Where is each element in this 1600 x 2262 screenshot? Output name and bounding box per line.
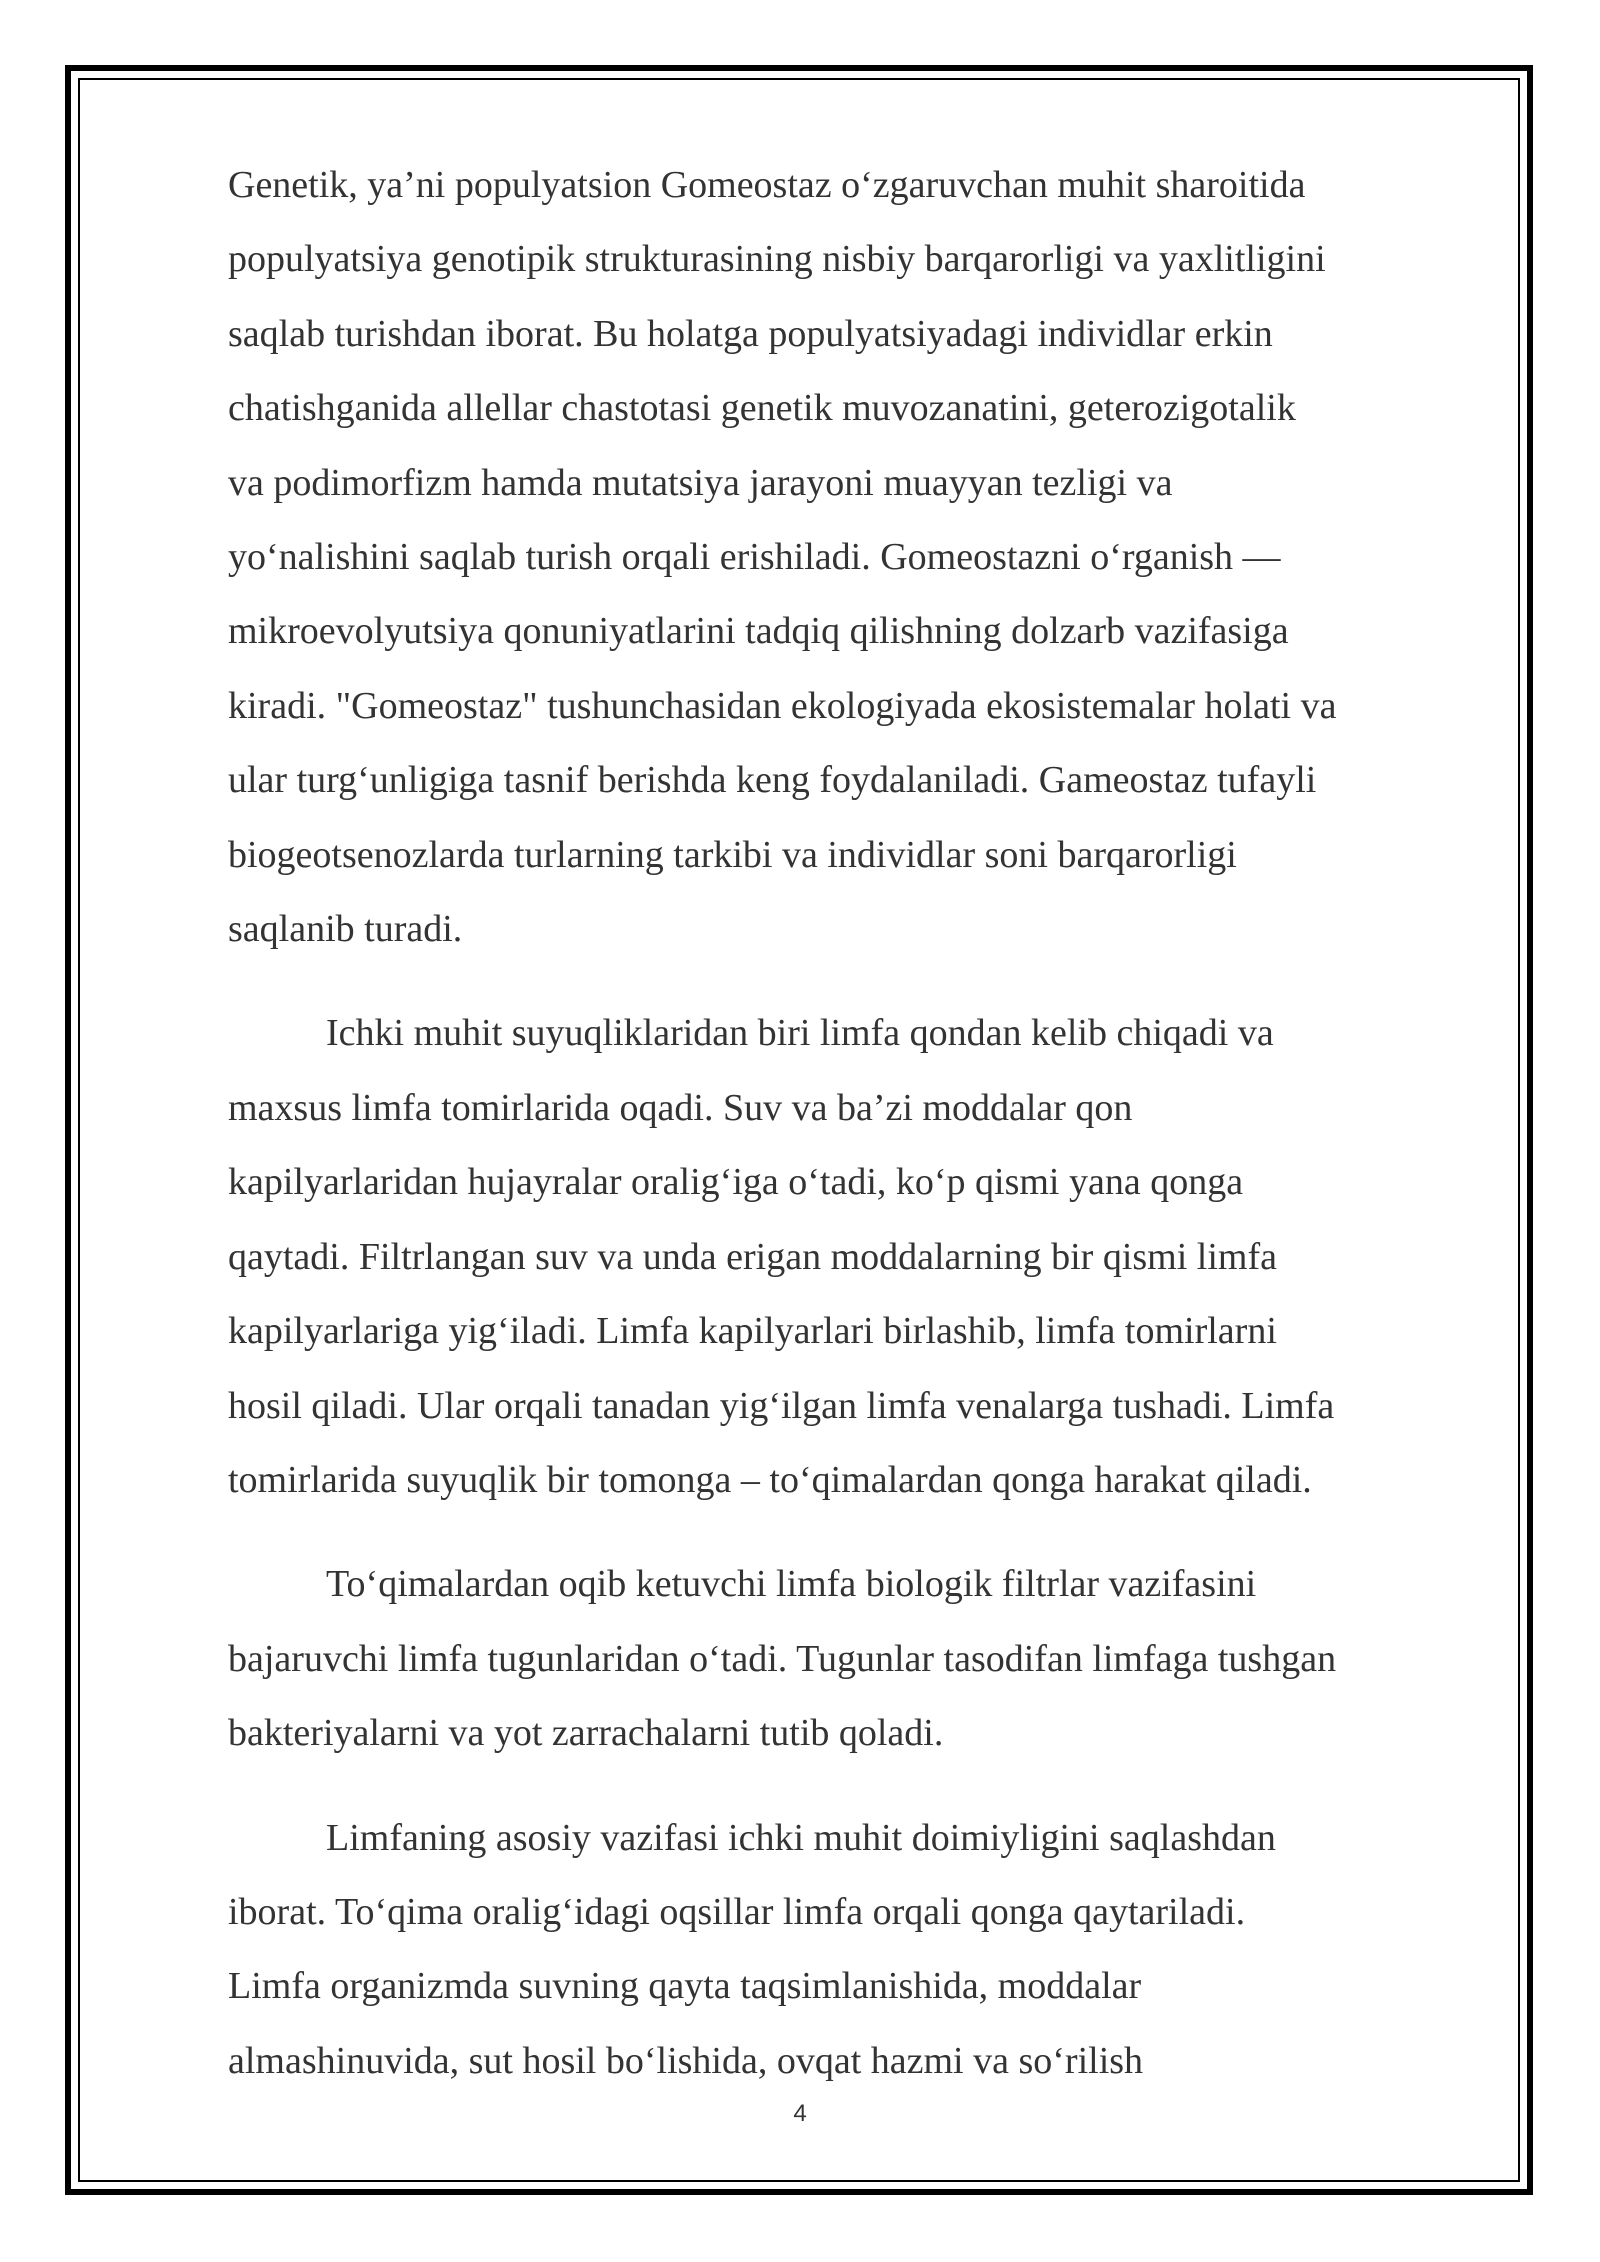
text-line: mikroevolyutsiya qonuniyatlarini tadqiq qilishning dolzarb vazifasiga xyxy=(228,610,1289,653)
page-number: 4 xyxy=(793,2100,807,2127)
text-line: kapilyarlaridan hujayralar oraligʻiga oʻtadi, koʻp qismi yana qonga xyxy=(228,1161,1244,1204)
paragraph-4 xyxy=(228,1801,1488,2099)
document-body xyxy=(228,148,1488,2128)
text-line: maxsus limfa tomirlarida oqadi. Suv va ba’zi moddalar qon xyxy=(228,1086,1133,1129)
text-line: almashinuvida, sut hosil boʻlishida, ovqat hazmi va soʻrilish xyxy=(228,2039,1144,2082)
paragraph-3 xyxy=(228,1547,1488,1770)
text-line: tomirlarida suyuqlik bir tomonga – toʻqimalardan qonga harakat qiladi. xyxy=(228,1458,1312,1501)
text-line: saqlab turishdan iborat. Bu holatga populyatsiyadagi individlar erkin xyxy=(228,312,1273,355)
text-line: va podimorfizm hamda mutatsiya jarayoni muayyan tezligi va xyxy=(228,461,1173,504)
text-line: Limfa organizmda suvning qayta taqsimlanishida, moddalar xyxy=(228,1965,1142,2008)
text-line: kiradi. "Gomeostaz" tushunchasidan ekologiyada ekosistemalar holati va xyxy=(228,684,1337,727)
text-line: populyatsiya genotipik strukturasining nisbiy barqarorligi va yaxlitligini xyxy=(228,238,1326,281)
text-line: saqlanib turadi. xyxy=(228,908,463,951)
text-line: biogeotsenozlarda turlarning tarkibi va individlar soni barqarorligi xyxy=(228,833,1237,876)
text-line: Ichki muhit suyuqliklaridan biri limfa qondan kelib chiqadi va xyxy=(326,1012,1274,1055)
text-line: chatishganida allellar chastotasi genetik muvozanatini, geterozigotalik xyxy=(228,387,1296,430)
text-line: bajaruvchi limfa tugunlaridan oʻtadi. Tugunlar tasodifan limfaga tushgan xyxy=(228,1637,1337,1680)
text-line: hosil qiladi. Ular orqali tanadan yigʻilgan limfa venalarga tushadi. Limfa xyxy=(228,1384,1335,1427)
text-line: ular turgʻunligiga tasnif berishda keng foydalaniladi. Gameostaz tufayli xyxy=(228,759,1317,802)
text-line: iborat. Toʻqima oraligʻidagi oqsillar limfa orqali qonga qaytariladi. xyxy=(228,1890,1246,1933)
text-line: bakteriyalarni va yot zarrachalarni tutib qoladi. xyxy=(228,1712,944,1755)
paragraph-1 xyxy=(228,148,1488,966)
text-line: Toʻqimalardan oqib ketuvchi limfa biologik filtrlar vazifasini xyxy=(326,1563,1257,1606)
text-line: Genetik, ya’ni populyatsion Gomeostaz oʻzgaruvchan muhit sharoitida xyxy=(228,164,1306,206)
text-line: Limfaning asosiy vazifasi ichki muhit doimiyligini saqlashdan xyxy=(326,1816,1276,1859)
paragraph-2 xyxy=(228,996,1488,1517)
text-line: yoʻnalishini saqlab turish orqali erishiladi. Gomeostazni oʻrganish — xyxy=(228,536,1281,579)
text-line: kapilyarlariga yigʻiladi. Limfa kapilyarlari birlashib, limfa tomirlarni xyxy=(228,1310,1277,1353)
text-line: qaytadi. Filtrlangan suv va unda erigan moddalarning bir qismi limfa xyxy=(228,1235,1277,1278)
